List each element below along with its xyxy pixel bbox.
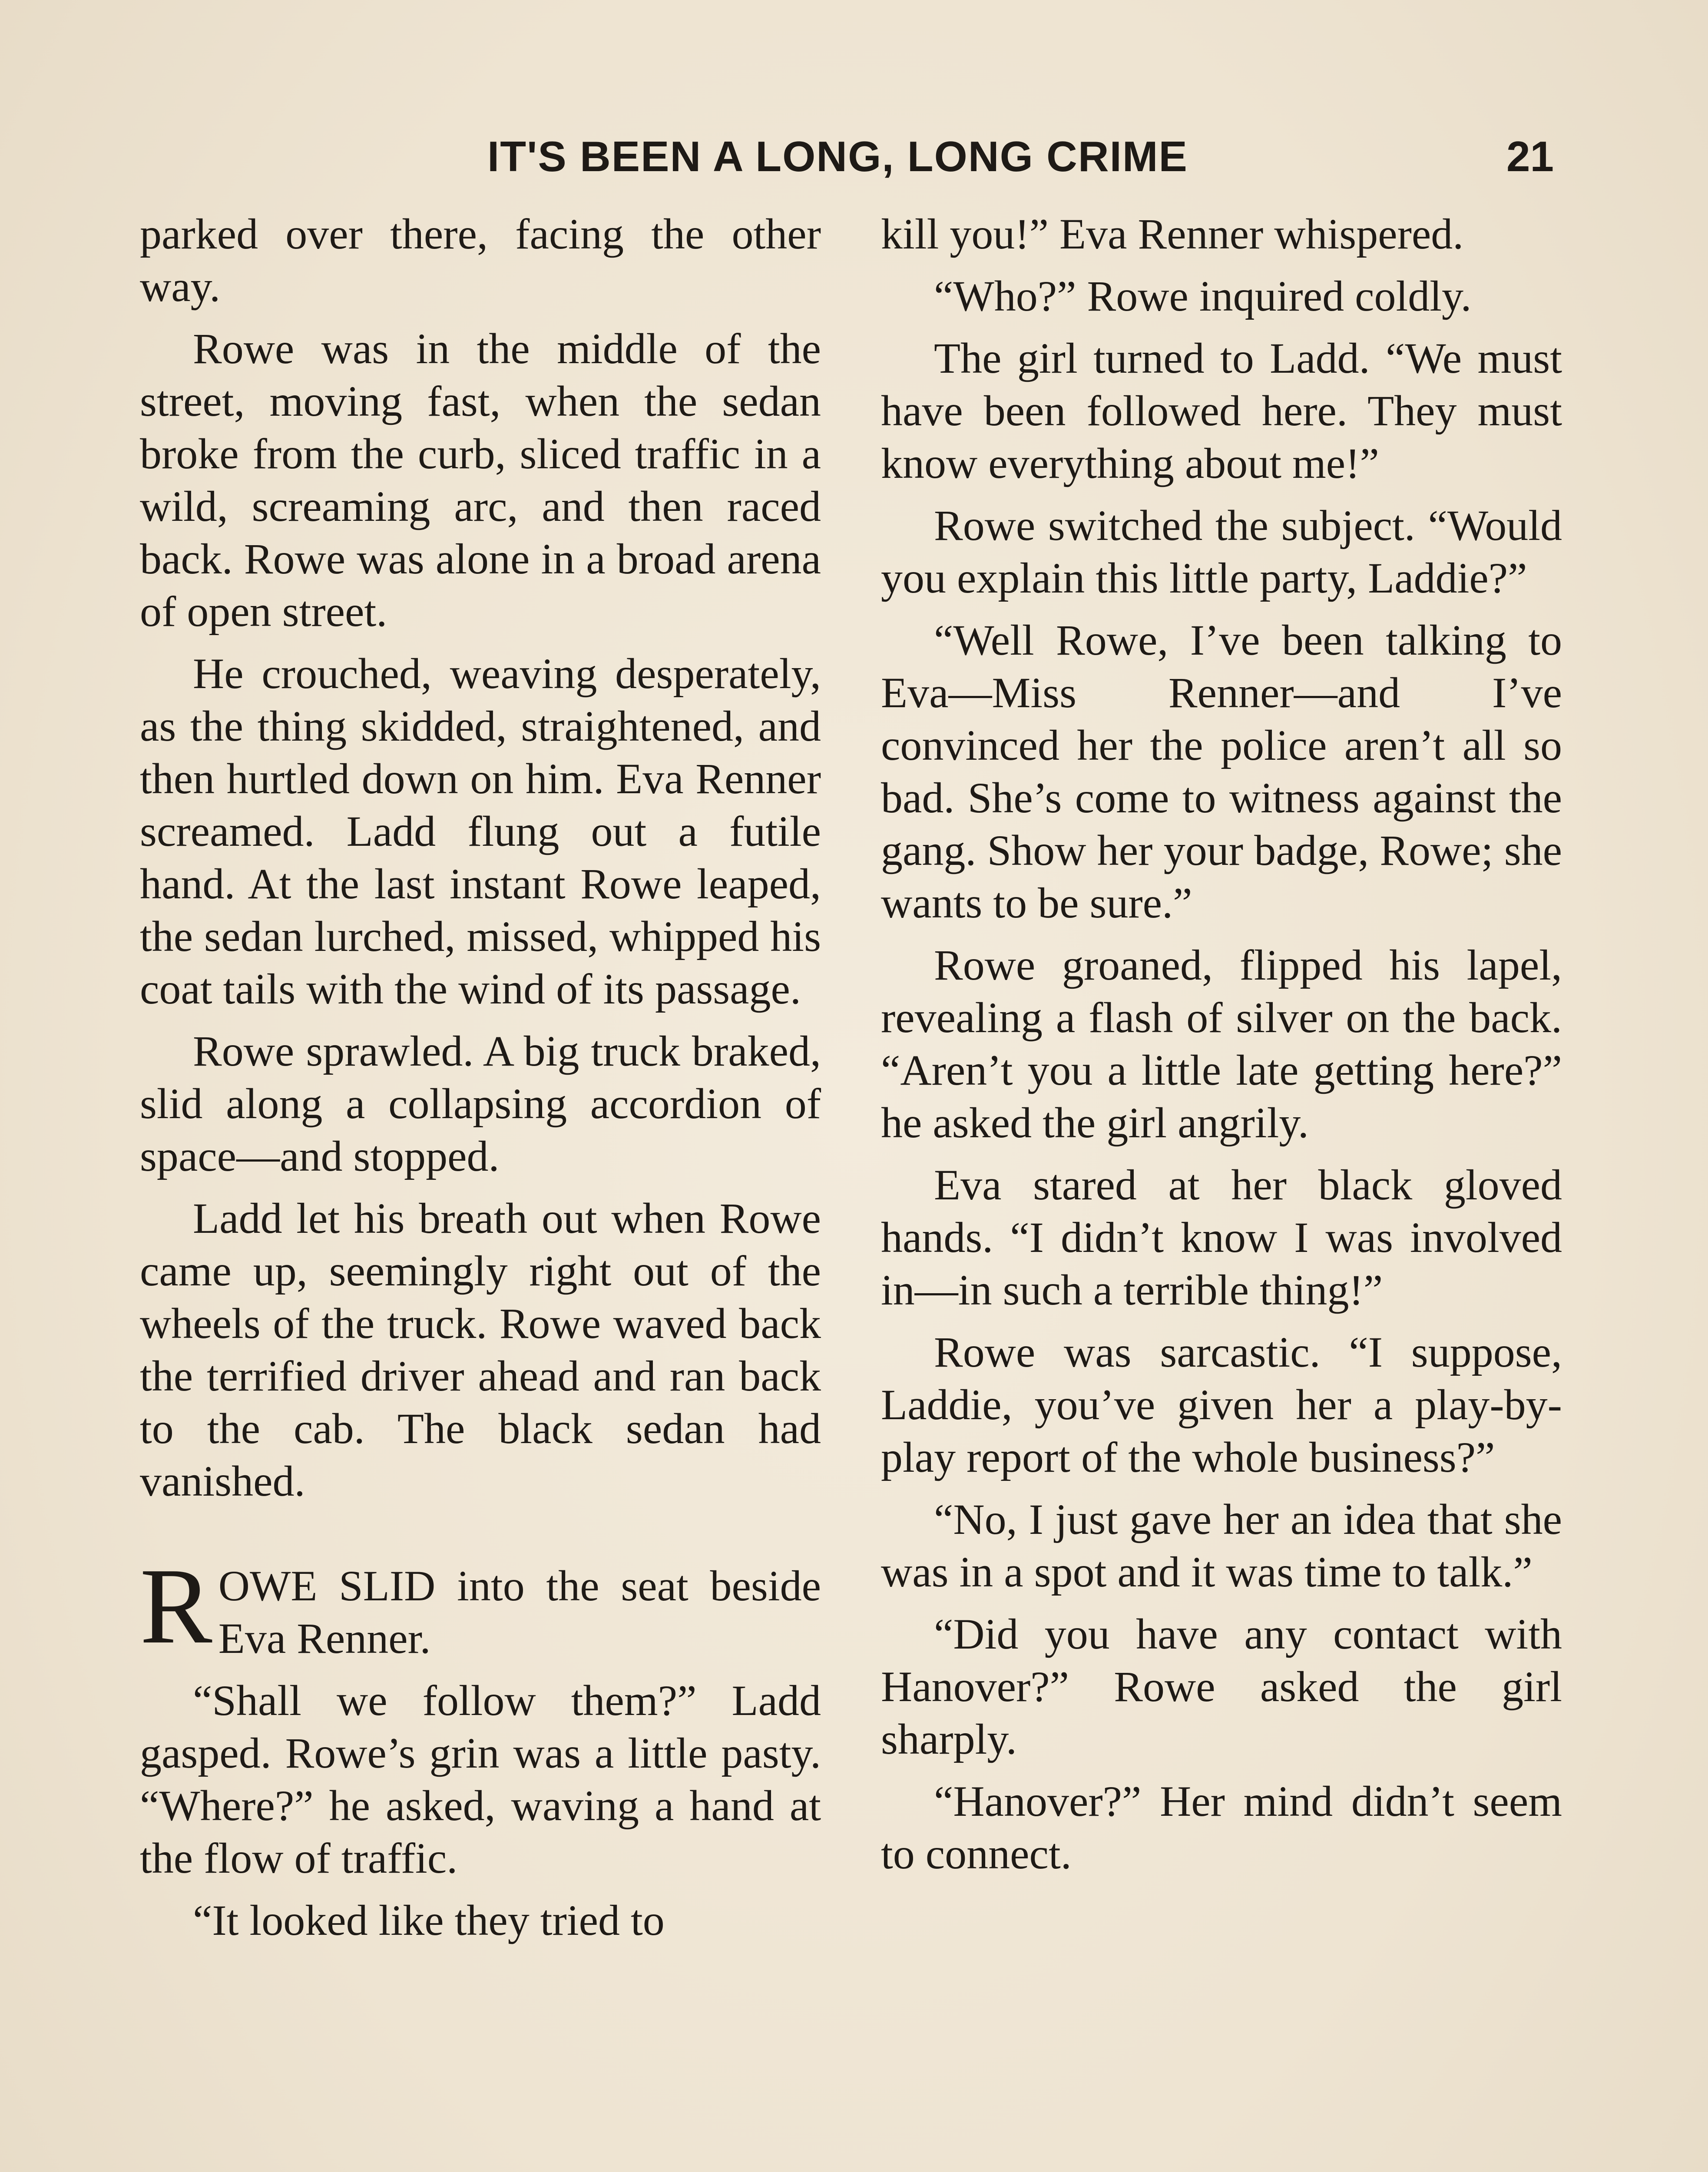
paragraph: parked over there, facing the other way. — [140, 210, 821, 311]
paragraph: Rowe sprawled. A big truck braked, slid along a collapsing accordion of space—and stopped. — [140, 1027, 821, 1180]
paragraph: “It looked like they tried to — [193, 1896, 665, 1944]
paragraph: “Shall we follow them?” Ladd gasped. Rowe’s grin was a little pasty. “Where?” he asked, waving a hand at the flow of traffic. — [140, 1676, 821, 1882]
paragraph: “Hanover?” Her mind didn’t seem to connect. — [881, 1777, 1562, 1878]
paragraph: Eva stared at her black gloved hands. “I didn’t know I was involved in—in such a terrible thing!” — [881, 1161, 1562, 1314]
drop-cap: R — [140, 1546, 212, 1666]
paragraph: “No, I just gave her an idea that she was in a spot and it was time to talk.” — [881, 1495, 1562, 1596]
paragraph: The girl turned to Ladd. “We must have been followed here. They must know everything about me!” — [881, 334, 1562, 487]
paragraph: Ladd let his breath out when Rowe came up, seemingly right out of the wheels of the truck. Rowe waved back the terrified driver ahead and ran back to the cab. The black sedan had vanished. — [140, 1194, 821, 1505]
dropcap-paragraph-text: OWE SLID into the seat beside Eva Renner. — [218, 1562, 821, 1662]
paragraph: Rowe switched the subject. “Would you explain this little party, Laddie?” — [881, 501, 1562, 602]
dropcap-paragraph — [140, 1546, 821, 1666]
page-number: 21 — [1506, 132, 1554, 180]
paragraph: “Did you have any contact with Hanover?” Rowe asked the girl sharply. — [881, 1610, 1562, 1763]
page-header — [0, 130, 1708, 182]
paragraph: “Who?” Rowe inquired coldly. — [934, 272, 1472, 320]
paragraph: kill you!” Eva Renner whispered. — [881, 210, 1464, 258]
left-column — [140, 208, 821, 1947]
paragraph: Rowe groaned, flipped his lapel, revealing a flash of silver on the back. “Aren’t you a little late getting here?” he asked the girl angrily. — [881, 941, 1562, 1147]
paragraph: “Well Rowe, I’ve been talking to Eva—Miss Renner—and I’ve convinced her the police aren’t all so bad. She’s come to witness against the gang. Show her your badge, Rowe; she wants to be sure.” — [881, 616, 1562, 927]
section-break — [140, 1507, 821, 1559]
paragraph: Rowe was in the middle of the street, moving fast, when the sedan broke from the curb, sliced traffic in a wild, screaming arc, and then raced back. Rowe was alone in a broad arena of open street. — [140, 324, 821, 636]
right-column — [881, 208, 1562, 1880]
paragraph: He crouched, weaving desperately, as the thing skidded, straightened, and then hurtled down on him. Eva Renner screamed. Ladd flung out a futile hand. At the last instant Rowe leaped, the sedan lurched, missed, whipped his coat tails with the wind of its passage. — [140, 649, 821, 1013]
paragraph: Rowe was sarcastic. “I suppose, Laddie, you’ve given her a play-by-play report of the whole business?” — [881, 1328, 1562, 1481]
running-title: IT'S BEEN A LONG, LONG CRIME — [487, 132, 1188, 180]
